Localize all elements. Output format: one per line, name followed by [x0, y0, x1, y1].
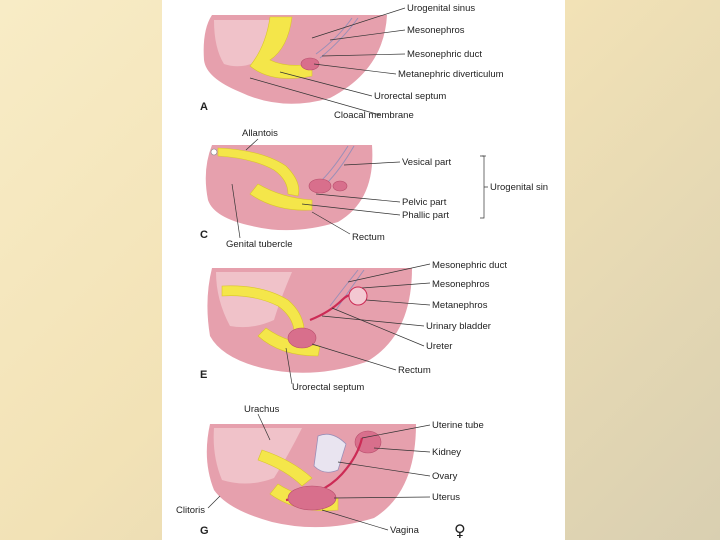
panel-c: [200, 128, 548, 250]
label-clitoris: Clitoris: [176, 505, 206, 516]
label-vesical-part: Vesical part: [402, 157, 452, 168]
panel-e-rectum: [288, 328, 316, 348]
panel-c-cord: [211, 149, 217, 155]
label-urorectal-septum-e: Urorectal septum: [292, 382, 365, 393]
label-genital-tubercle: Genital tubercle: [226, 239, 293, 250]
label-phallic-part: Phallic part: [402, 210, 449, 221]
female-symbol-icon: ♀: [454, 521, 466, 540]
panel-c-bud: [333, 181, 347, 191]
label-urogenital-sinus: Urogenital sinus: [407, 3, 476, 14]
label-uterus: Uterus: [432, 492, 460, 503]
embryology-figure: [162, 0, 565, 540]
panel-a-letter: A: [200, 101, 208, 113]
panel-g: [176, 404, 484, 540]
label-rectum-e: Rectum: [398, 365, 431, 376]
label-allantois: Allantois: [242, 128, 278, 139]
panel-e: [200, 260, 507, 393]
panel-g-letter: G: [200, 525, 209, 537]
panel-g-uterus: [288, 486, 336, 510]
label-urogenital-sinus-c: Urogenital sin: [490, 182, 549, 193]
label-cloacal-membrane: Cloacal membrane: [334, 110, 414, 121]
label-urachus: Urachus: [244, 404, 280, 415]
label-vagina: Vagina: [390, 525, 419, 536]
label-kidney: Kidney: [432, 447, 462, 458]
panel-c-letter: C: [200, 229, 208, 241]
panel-c-sinus: [309, 179, 331, 193]
panel-a: [200, 3, 504, 121]
label-metanephros: Metanephros: [432, 300, 488, 311]
label-pelvic-part: Pelvic part: [402, 197, 447, 208]
label-mesonephros-e: Mesonephros: [432, 279, 490, 290]
label-rectum-c: Rectum: [352, 232, 385, 243]
panel-e-letter: E: [200, 369, 208, 381]
label-mesonephros-a: Mesonephros: [407, 25, 465, 36]
label-mesonephric-duct-e: Mesonephric duct: [432, 260, 507, 271]
label-ureter: Ureter: [426, 341, 453, 352]
label-metanephric-diverticulum: Metanephric diverticulum: [398, 69, 504, 80]
panel-e-metanephros: [349, 287, 367, 305]
label-urinary-bladder: Urinary bladder: [426, 321, 491, 332]
label-urorectal-septum-a: Urorectal septum: [374, 91, 447, 102]
figure-canvas: [162, 0, 565, 540]
label-uterine-tube: Uterine tube: [432, 420, 484, 431]
label-mesonephric-duct-a: Mesonephric duct: [407, 49, 482, 60]
label-ovary: Ovary: [432, 471, 458, 482]
